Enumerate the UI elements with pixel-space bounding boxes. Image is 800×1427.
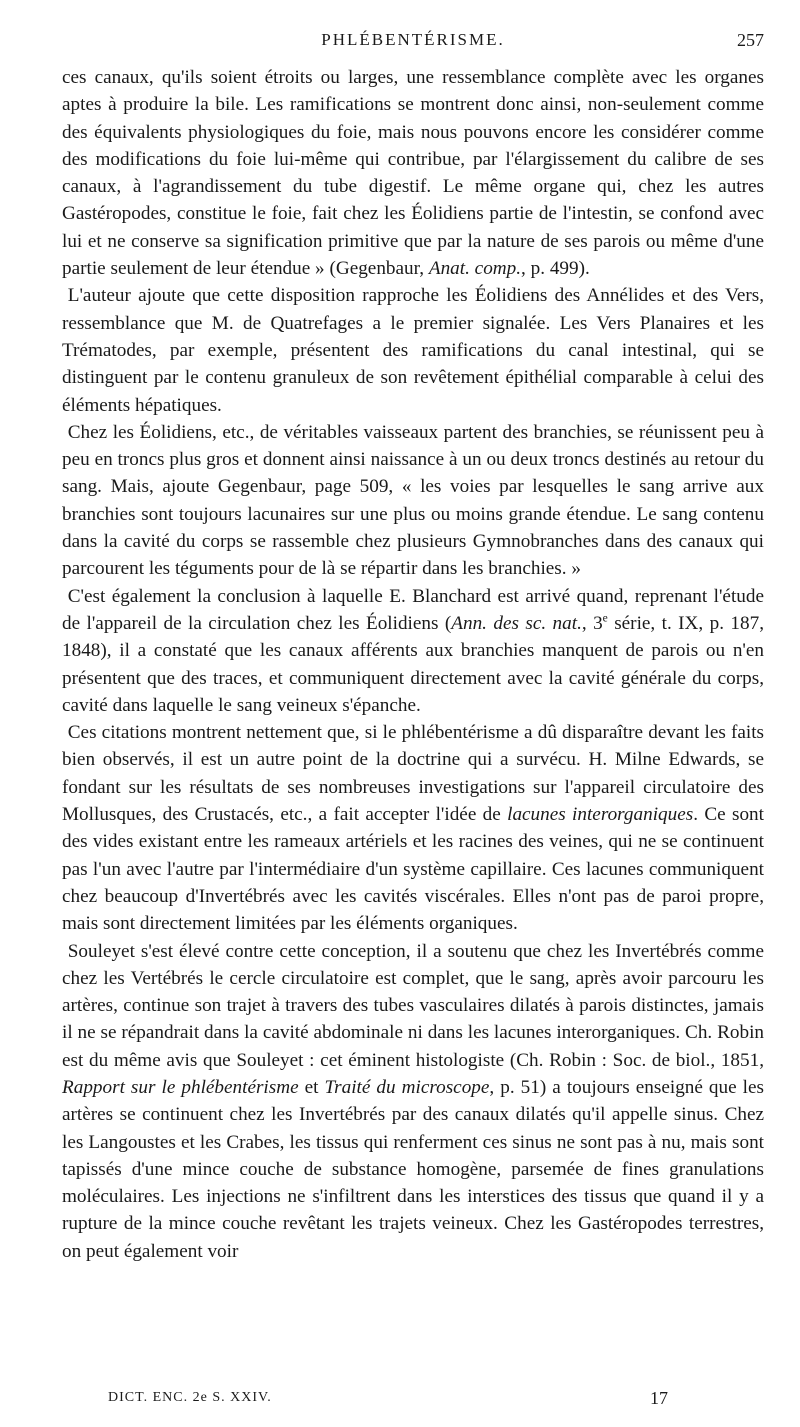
text-run: , p. 51) a toujours enseigné que les artères se continuent chez les Invertébrés par des canaux dilatés qu'il appelle sinus. Chez les Langoustes et les Crabes, les tissus qui renferment ces sinus ne sont pas à nu, mais sont tapissés d'une mince couche de substance homogène, parsemée de fines granulations moléculaires. Les injections ne s'infiltrent dans les interstices des tissus que quand il y a rupture de la mince couche revêtant les trajets veineux. Chez les Gastéropodes terrestres, on peut également voir (62, 1076, 764, 1262)
text-run: Ces citations montrent nettement que, si le phlébentérisme a dû disparaître devant les faits bien observés, il est un autre point de la doctrine qui a survécu. H. Milne Edwards, se fondant sur les résultats de ses nombreuses investigations sur l'appareil circulatoire des Mollusques, des Crustacés, etc., a fait accepter l'idée de (62, 722, 764, 826)
paragraph (62, 938, 764, 1266)
paragraph (62, 282, 764, 418)
text-run: L'auteur ajoute que cette disposition rapproche les Éolidiens des Annélides et des Vers, ressemblance que M. de Quatrefages a le premier signalée. Les Vers Planaires et les Trématodes, par exemple, présentent des ramifications du canal intestinal, qui se distinguent par le contenu granuleux de son revêtement épithélial comparable à celui des éléments hépatiques. (62, 285, 764, 416)
text-run: et (298, 1076, 325, 1098)
italic-text: lacunes interorganiques (507, 804, 694, 826)
italic-text: Traité du microscope (324, 1076, 490, 1098)
italic-text: Ann. des sc. nat. (451, 612, 582, 634)
printer-signature: DICT. ENC. 2e S. XXIV. (108, 1390, 272, 1405)
italic-text: Rapport sur le phlébentérisme (62, 1076, 299, 1098)
text-run: , p. 499). (521, 258, 590, 280)
paragraph (62, 419, 764, 583)
superscript: e (602, 612, 608, 625)
page-header (62, 30, 764, 56)
text-run: . Ce sont des vides existant entre les rameaux artériels et les racines des veines, qui ne se continuent pas l'un avec l'autre par l'intermédiaire d'un système capillaire. Ces lacunes communiquent chez beaucoup d'Invertébrés avec les cavités viscérales. Elles n'ont pas de paroi propre, mais sont directement limitées par les éléments organiques. (62, 804, 764, 935)
text-run: C'est également la conclusion à laquelle E. Blanchard est arrivé quand, reprenant l'étude de l'appareil de la circulation chez les Éolidiens ( (62, 585, 764, 634)
page-footer (108, 1388, 668, 1414)
italic-text: Anat. comp. (428, 258, 522, 280)
text-run: série, t. IX, p. 187, 1848), il a constaté que les canaux afférents aux branchies manquent de parois ou n'en présentent que des traces, et communiquent directement avec la cavité générale du corps, cavité dans laquelle le sang veineux s'épanche. (62, 612, 764, 716)
body-text (62, 64, 764, 1265)
text-run: ces canaux, qu'ils soient étroits ou larges, une ressemblance complète avec les organes aptes à produire la bile. Les ramifications se montrent donc ainsi, non-seulement comme des équivalents physiologiques du foie, mais nous pouvons encore les considérer comme des modifications du foie lui-même qui contribue, par l'élargissement du calibre de ses canaux, à l'agrandissement du tube digestif. Le même organe qui, chez les autres Gastéropodes, constitue le foie, fait chez les Éolidiens partie de l'intestin, se confond avec lui et ne conserve sa signification primitive que par la nature de ses parois ou même d'une partie seulement de leur étendue » (Gegenbaur, (62, 67, 764, 280)
running-title: PHLÉBENTÉRISME. (321, 30, 505, 49)
paragraph (62, 64, 764, 282)
paragraph (62, 583, 764, 719)
paragraph (62, 719, 764, 937)
text-run: , 3 (581, 612, 603, 634)
text-run: Souleyet s'est élevé contre cette conception, il a soutenu que chez les Invertébrés comme chez les Vertébrés le cercle circulatoire est complet, que le sang, après avoir parcouru les artères, continue son trajet à travers des tubes vasculaires dilatés à parois distinctes, jamais il ne se répandrait dans la cavité abdominale ni dans les lacunes interorganiques. Ch. Robin est du même avis que Souleyet : cet éminent histologiste (Ch. Robin : Soc. de biol., 1851, (62, 940, 764, 1071)
signature-number: 17 (650, 1388, 668, 1408)
text-run: Chez les Éolidiens, etc., de véritables vaisseaux partent des branchies, se réunissent peu à peu en troncs plus gros et donnent ainsi naissance à un ou deux troncs destinés au retour du sang. Mais, ajoute Gegenbaur, page 509, « les voies par lesquelles le sang arrive aux branchies sont toujours lacunaires sur une plus ou moins grande étendue. Le sang contenu dans la cavité du corps se rassemble chez plusieurs Gymnobranches dans des canaux qui parcourent les téguments pour de là se répartir dans les branchies. » (62, 421, 764, 580)
page-number: 257 (737, 30, 764, 50)
